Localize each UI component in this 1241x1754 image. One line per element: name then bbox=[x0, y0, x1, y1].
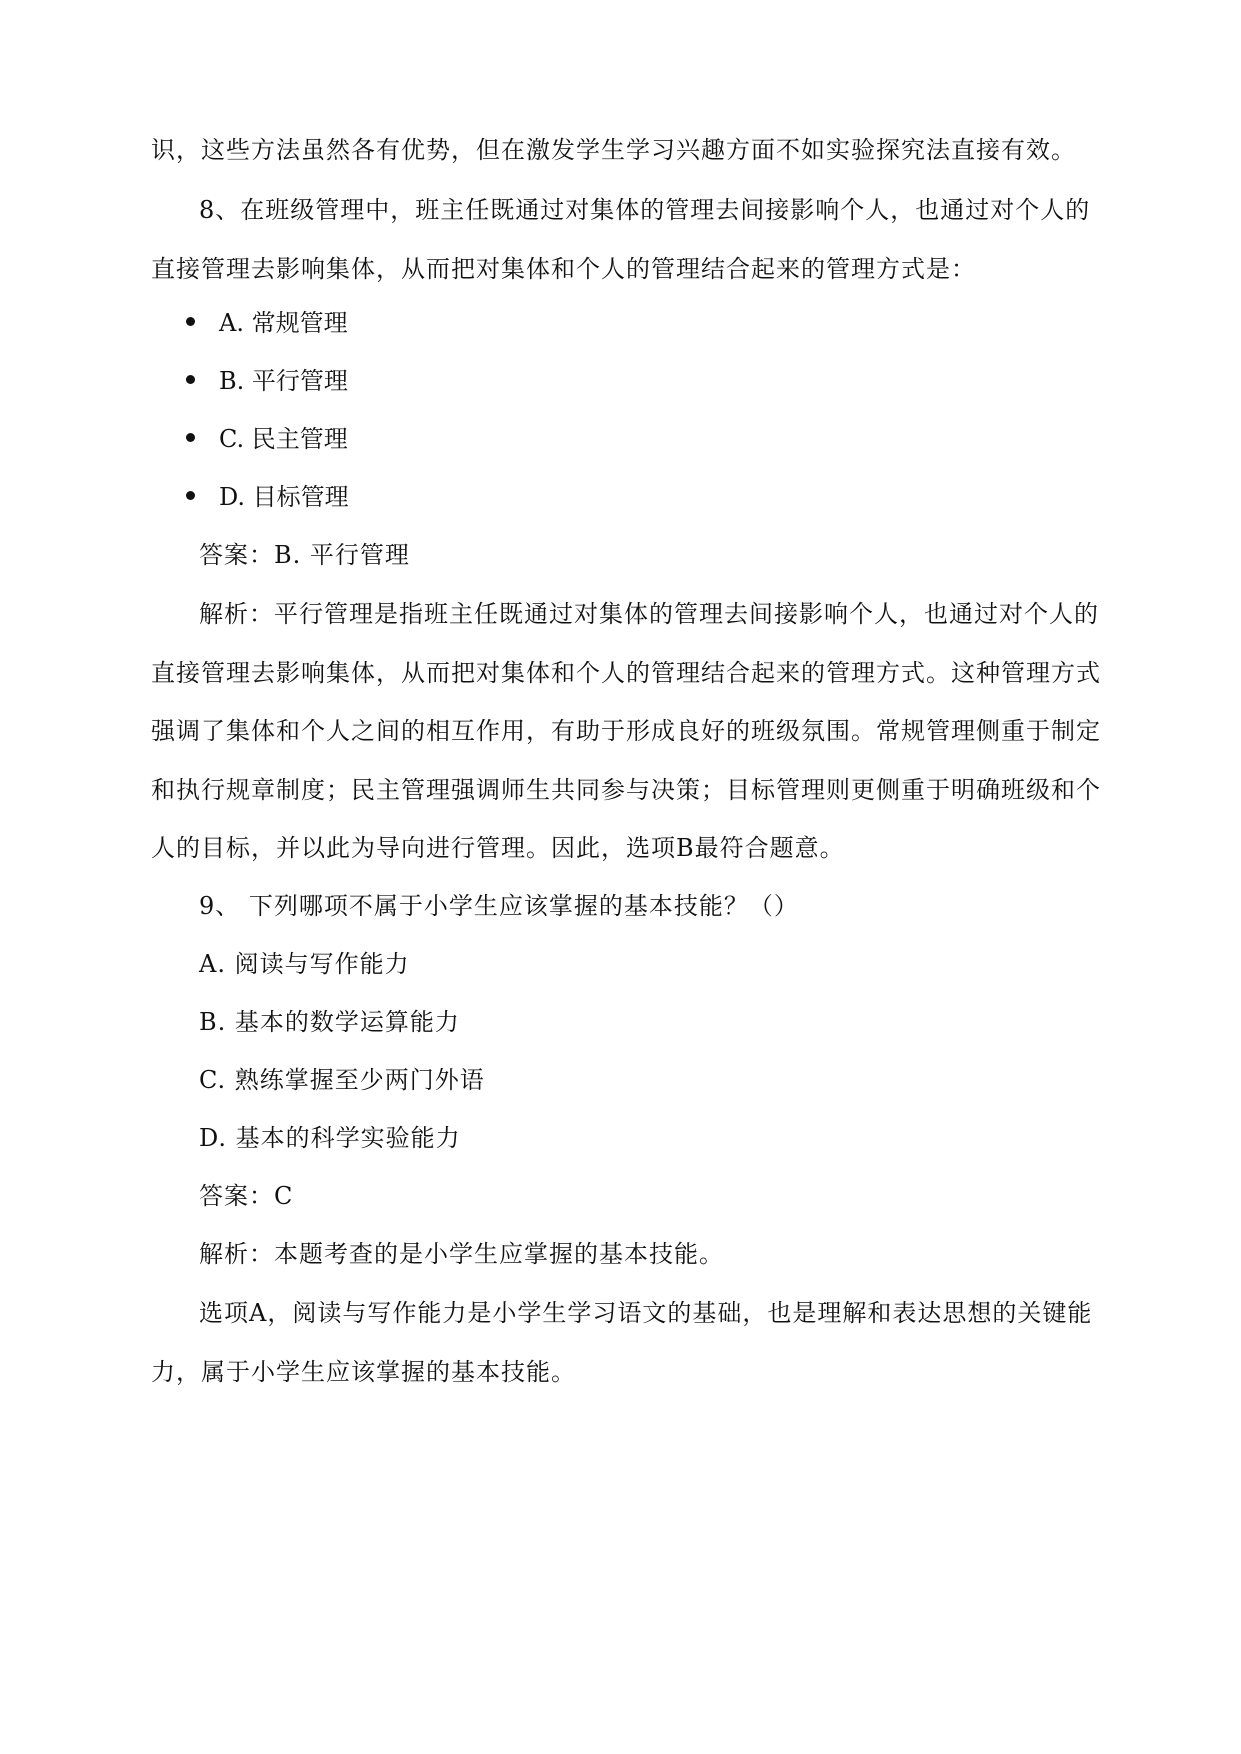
q8-analysis-line4: 和执行规章制度；民主管理强调师生共同参与决策；目标管理则更侧重于明确班级和个 bbox=[151, 776, 1101, 804]
bullet-icon bbox=[186, 433, 195, 442]
bullet-icon bbox=[186, 375, 195, 384]
q8-answer: 答案：B. 平行管理 bbox=[199, 541, 410, 569]
option-label: B. 平行管理 bbox=[219, 367, 348, 395]
q9-stem: 9、 下列哪项不属于小学生应该掌握的基本技能？（） bbox=[199, 892, 799, 920]
q8-analysis-line3: 强调了集体和个人之间的相互作用，有助于形成良好的班级氛围。常规管理侧重于制定 bbox=[151, 717, 1101, 745]
q8-option-b bbox=[186, 363, 348, 399]
q8-analysis-line1: 解析：平行管理是指班主任既通过对集体的管理去间接影响个人，也通过对个人的 bbox=[199, 600, 1099, 628]
q9-option-a-analysis-line2: 力，属于小学生应该掌握的基本技能。 bbox=[151, 1358, 576, 1386]
bullet-icon bbox=[186, 491, 195, 500]
option-label: D. 目标管理 bbox=[219, 483, 349, 511]
q9-option-a-analysis-line1: 选项A，阅读与写作能力是小学生学习语文的基础，也是理解和表达思想的关键能 bbox=[199, 1299, 1093, 1327]
option-label: C. 民主管理 bbox=[219, 425, 348, 453]
q8-stem-line2: 直接管理去影响集体，从而把对集体和个人的管理结合起来的管理方式是： bbox=[151, 255, 976, 283]
q8-option-c bbox=[186, 421, 348, 457]
bullet-icon bbox=[186, 317, 195, 326]
q9-option-c: C. 熟练掌握至少两门外语 bbox=[199, 1066, 485, 1094]
q9-analysis-intro: 解析：本题考查的是小学生应掌握的基本技能。 bbox=[199, 1240, 724, 1268]
q8-option-d bbox=[186, 479, 349, 515]
q8-analysis-line5: 人的目标，并以此为导向进行管理。因此，选项B最符合题意。 bbox=[151, 834, 845, 862]
q9-option-d: D. 基本的科学实验能力 bbox=[199, 1124, 461, 1152]
q8-option-a bbox=[186, 305, 348, 341]
q9-option-a: A. 阅读与写作能力 bbox=[199, 950, 410, 978]
q9-answer: 答案：C bbox=[199, 1182, 294, 1210]
q9-option-b: B. 基本的数学运算能力 bbox=[199, 1008, 460, 1036]
q8-stem-line1: 8、在班级管理中，班主任既通过对集体的管理去间接影响个人，也通过对个人的 bbox=[199, 196, 1091, 224]
q8-analysis-line2: 直接管理去影响集体，从而把对集体和个人的管理结合起来的管理方式。这种管理方式 bbox=[151, 659, 1101, 687]
q7-tail-text: 识，这些方法虽然各有优势，但在激发学生学习兴趣方面不如实验探究法直接有效。 bbox=[151, 136, 1076, 164]
option-label: A. 常规管理 bbox=[219, 309, 348, 337]
